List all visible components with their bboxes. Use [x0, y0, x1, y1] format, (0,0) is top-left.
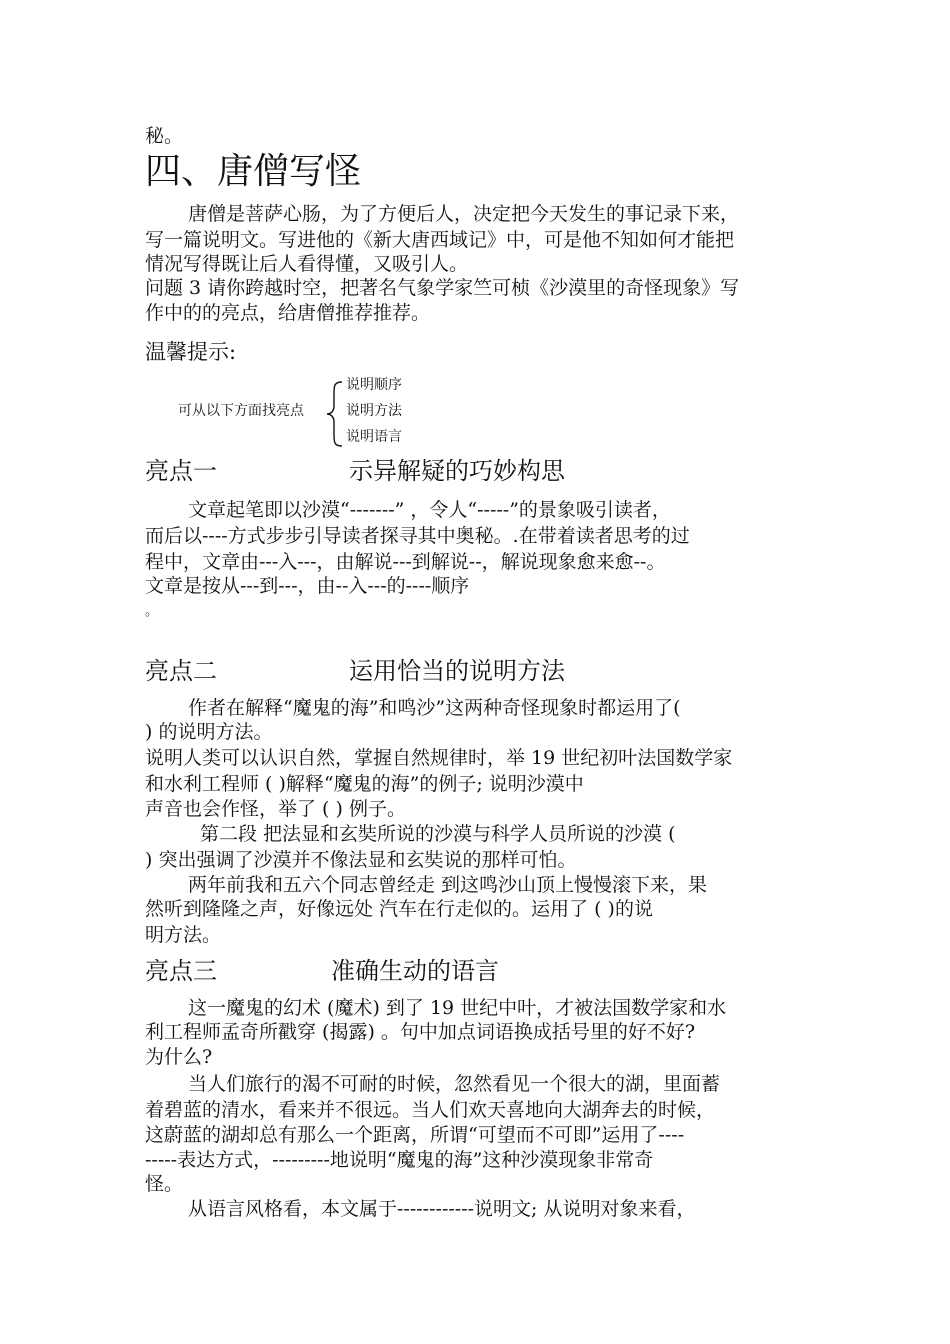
intro-line: 作中的的亮点，给唐僧推荐推荐。: [145, 302, 431, 324]
body-line: 从语言风格看，本文属于------------说明文; 从说明对象来看，: [188, 1198, 696, 1220]
body-line: 第二段 把法显和玄奘所说的沙漠与科学人员所说的沙漠 (: [200, 823, 676, 845]
body-line: 和水利工程师 ( )解释“魔鬼的海”的例子; 说明沙漠中: [145, 773, 584, 795]
body-line: 为什么?: [145, 1046, 213, 1068]
body-line: 当人们旅行的渴不可耐的时候，忽然看见一个很大的湖，里面蓄: [188, 1073, 721, 1095]
body-line: 说明人类可以认识自然，掌握自然规律时，举 19 世纪初叶法国数学家: [145, 747, 733, 769]
highlight-label: 亮点一: [145, 457, 217, 485]
body-line: 然听到隆隆之声，好像远处 汽车在行走似的。运用了 ( )的说: [145, 898, 653, 920]
body-line: 这蔚蓝的湖却总有那么一个距离，所谓“可望而不可即”运用了----: [145, 1124, 685, 1146]
section-title: 四、唐僧写怪: [145, 151, 362, 192]
tip-title: 温馨提示:: [145, 340, 237, 364]
body-line: 怪。: [145, 1173, 184, 1195]
body-line: 声音也会作怪，举了 ( ) 例子。: [145, 798, 406, 820]
tip-item: 说明语言: [346, 429, 402, 445]
highlight-title: 准确生动的语言: [331, 957, 499, 985]
body-line: 而后以----方式步步引导读者探寻其中奥秘。.在带着读者思考的过: [145, 525, 690, 547]
intro-line: 问题 3 请你跨越时空，把著名气象学家竺可桢《沙漠里的奇怪现象》写: [145, 277, 740, 299]
highlight-label: 亮点二: [145, 657, 217, 685]
body-line: 利工程师孟奇所戳穿 (揭露) 。句中加点词语换成括号里的好不好?: [145, 1021, 696, 1043]
body-line: 。: [145, 604, 159, 619]
top-fragment: 秘。: [145, 125, 184, 147]
body-line: -----表达方式，---------地说明“魔鬼的海”这种沙漠现象非常奇: [145, 1149, 654, 1171]
body-line: 两年前我和五六个同志曾经走 到这鸣沙山顶上慢慢滚下来，果: [188, 874, 708, 896]
highlight-title: 示异解疑的巧妙构思: [349, 457, 565, 485]
body-line: 明方法。: [145, 924, 222, 946]
body-line: ) 突出强调了沙漠并不像法显和玄奘说的那样可怕。: [145, 849, 577, 871]
tip-item: 说明方法: [346, 403, 402, 419]
intro-line: 情况写得既让后人看得懂，又吸引人。: [145, 253, 469, 275]
body-line: 程中，文章由---入---，由解说---到解说--，解说现象愈来愈--。: [145, 551, 666, 573]
tip-item: 说明顺序: [346, 377, 402, 393]
body-line: 文章是按从---到---，由--入---的----顺序: [145, 575, 470, 597]
intro-line: 唐僧是菩萨心肠，为了方便后人，决定把今天发生的事记录下来，: [188, 203, 740, 225]
intro-line: 写一篇说明文。写进他的《新大唐西域记》中，可是他不知如何才能把: [145, 229, 735, 251]
body-line: ) 的说明方法。: [145, 721, 273, 743]
body-line: 着碧蓝的清水，看来并不很远。当人们欢天喜地向大湖奔去的时候，: [145, 1099, 716, 1121]
tip-lead: 可从以下方面找亮点: [178, 403, 304, 419]
body-line: 文章起笔即以沙漠“-------” ，令人“-----”的景象吸引读者，: [188, 499, 671, 521]
highlight-title: 运用恰当的说明方法: [349, 657, 565, 685]
highlight-label: 亮点三: [145, 957, 217, 985]
body-line: 这一魔鬼的幻术 (魔术) 到了 19 世纪中叶，才被法国数学家和水: [188, 997, 727, 1019]
curly-brace-icon: [324, 380, 346, 448]
body-line: 作者在解释“魔鬼的海”和鸣沙”这两种奇怪现象时都运用了(: [188, 697, 681, 719]
